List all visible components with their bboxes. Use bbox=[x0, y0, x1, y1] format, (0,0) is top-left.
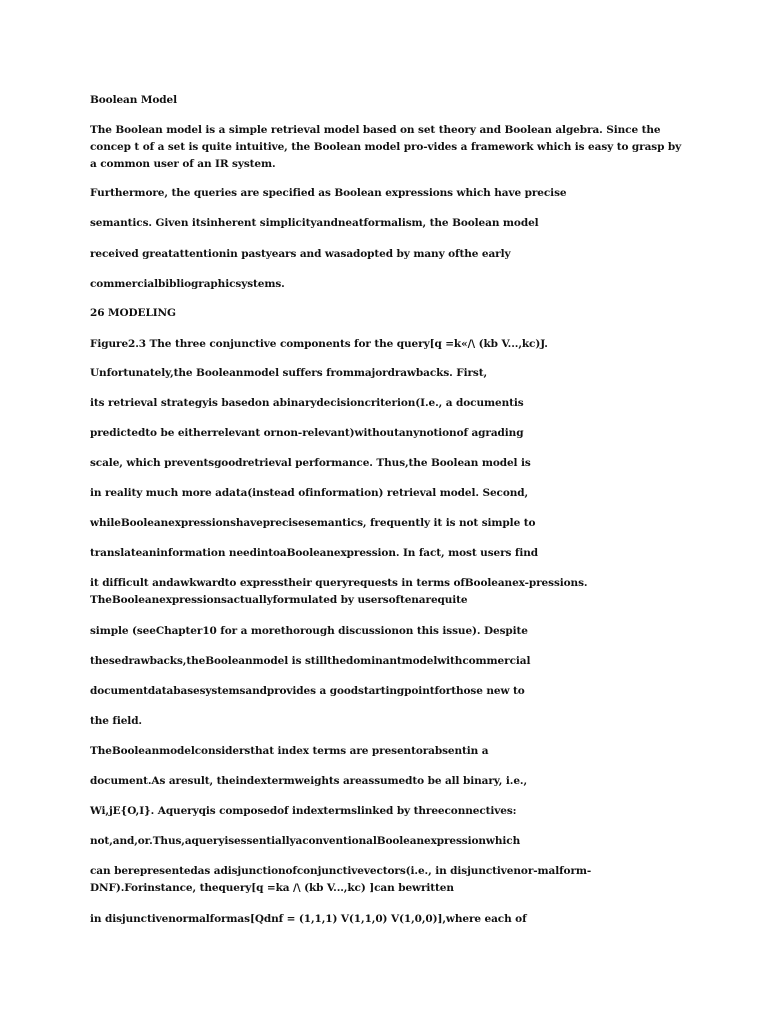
paragraph: scale, which preventsgoodretrieval performance. Thus,the Boolean model is bbox=[90, 457, 531, 469]
paragraph: TheBooleanmodelconsidersthat index terms are presentorabsentin a bbox=[90, 745, 489, 757]
paragraph: translateaninformation needintoaBooleanexpression. In fact, most users find bbox=[90, 547, 538, 559]
paragraph: The Boolean model is a simple retrieval model based on set theory and Boolean algebra. Since the concep t of a set is quite intuitive, the Boolean model pro-vides a framework which is easy to grasp by a common user of an IR system. bbox=[90, 124, 682, 170]
paragraph: Wi,jE{O,I}. Aqueryqis composedof indextermslinked by threeconnectives: bbox=[90, 805, 517, 817]
paragraph: predictedto be eitherrelevant ornon-relevant)withoutanynotionof agrading bbox=[90, 427, 524, 439]
figure-caption: Figure2.3 The three conjunctive components for the query[q =k«/\ (kb V...,kc)J. bbox=[90, 338, 548, 350]
paragraph: documentdatabasesystemsandprovides a goodstartingpointforthose new to bbox=[90, 685, 525, 697]
paragraph: can berepresentedas adisjunctionofconjunctivevectors(i.e., in disjunctivenor-malform- DNF).Forinstance, thequery[q =ka /\ (kb V...,kc) ]can bewritten bbox=[90, 865, 592, 894]
paragraph: thesedrawbacks,theBooleanmodel is stillthedominantmodelwithcommercial bbox=[90, 655, 531, 667]
paragraph: semantics. Given itsinherent simplicityandneatformalism, the Boolean model bbox=[90, 217, 539, 229]
paragraph: in reality much more adata(instead ofinformation) retrieval model. Second, bbox=[90, 487, 529, 499]
paragraph: simple (seeChapter10 for a morethorough discussionon this issue). Despite bbox=[90, 625, 528, 637]
paragraph: in disjunctivenormalformas[Qdnf = (1,1,1) V(1,1,0) V(1,0,0)],where each of bbox=[90, 913, 527, 925]
document-heading: Boolean Model bbox=[90, 94, 177, 106]
paragraph: Furthermore, the queries are specified as Boolean expressions which have precise bbox=[90, 187, 567, 199]
paragraph: document.As aresult, theindextermweights areassumedto be all binary, i.e., bbox=[90, 775, 528, 787]
paragraph: it difficult andawkwardto expresstheir queryrequests in terms ofBooleanex-pressions. TheBooleanexpressionsactuallyformulated by usersoftenarequite bbox=[90, 577, 588, 606]
paragraph: the field. bbox=[90, 715, 142, 727]
paragraph: its retrieval strategyis basedon abinarydecisioncriterion(I.e., a documentis bbox=[90, 397, 524, 409]
section-heading: 26 MODELING bbox=[90, 307, 176, 319]
paragraph: received greatattentionin pastyears and wasadopted by many ofthe early bbox=[90, 248, 511, 260]
paragraph: Unfortunately,the Booleanmodel suffers frommajordrawbacks. First, bbox=[90, 367, 488, 379]
paragraph: not,and,or.Thus,aqueryisessentiallyaconventionalBooleanexpressionwhich bbox=[90, 835, 521, 847]
paragraph: whileBooleanexpressionshaveprecisesemantics, frequently it is not simple to bbox=[90, 517, 536, 529]
paragraph: commercialbibliographicsystems. bbox=[90, 278, 285, 290]
